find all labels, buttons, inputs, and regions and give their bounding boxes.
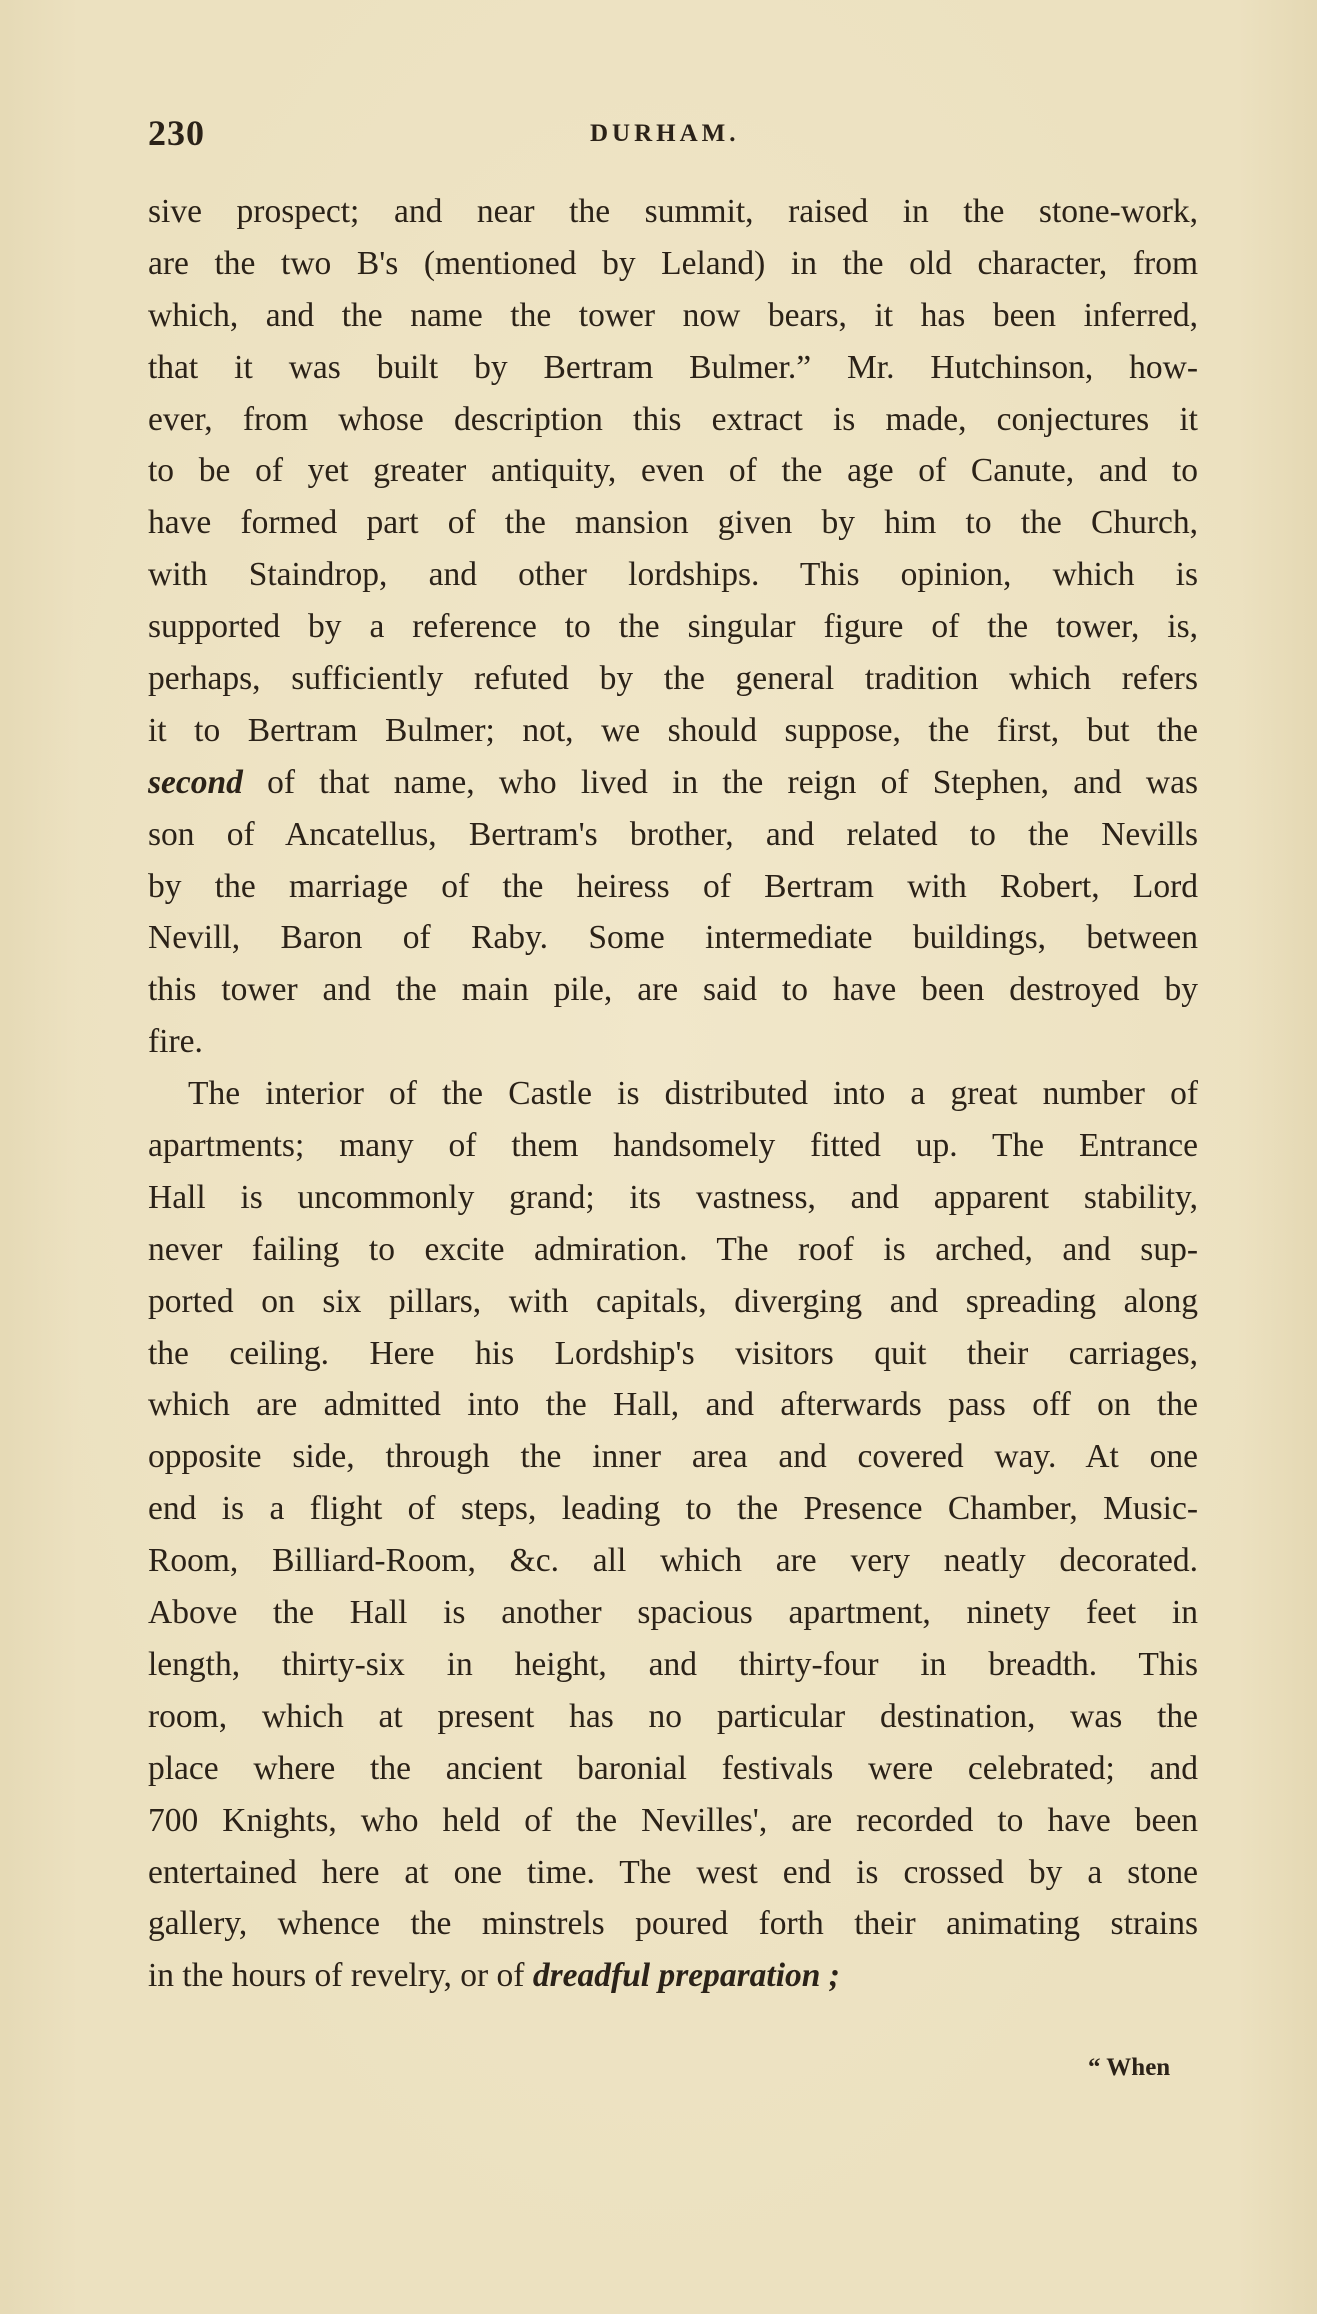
text-line: to be of yet greater antiquity, even of the age of Canute, and to: [148, 452, 1198, 490]
text-fragment: in the hours of revelry, or of: [148, 1957, 533, 1995]
text-line: opposite side, through the inner area and covered way. At one: [148, 1438, 1198, 1476]
text-line: supported by a reference to the singular figure of the tower, is,: [148, 608, 1198, 646]
text-line: ever, from whose description this extract is made, conjectures it: [148, 400, 1198, 438]
running-head: DURHAM.: [590, 120, 740, 147]
text-fragment: of that name, who lived in the reign of Stephen, and was: [242, 763, 1198, 801]
text-line: Above the Hall is another spacious apartment, ninety feet in: [148, 1594, 1198, 1632]
italic-word: second: [148, 763, 243, 801]
text-line: this tower and the main pile, are said to have been destroyed by: [148, 971, 1198, 1009]
text-line: which are admitted into the Hall, and afterwards pass off on the: [148, 1386, 1198, 1424]
text-line: by the marriage of the heiress of Bertram with Robert, Lord: [148, 867, 1198, 905]
italic-phrase: dreadful preparation ;: [532, 1957, 840, 1995]
text-line: fire.: [148, 1023, 203, 1061]
text-line: apartments; many of them handsomely fitted up. The Entrance: [148, 1127, 1198, 1165]
text-line: entertained here at one time. The west end is crossed by a stone: [148, 1853, 1198, 1891]
text-line: length, thirty-six in height, and thirty-four in breadth. This: [148, 1645, 1198, 1683]
text-line: room, which at present has no particular destination, was the: [148, 1697, 1198, 1735]
text-line: end is a flight of steps, leading to the Presence Chamber, Music-: [148, 1490, 1198, 1528]
catchword: “ When: [1088, 2054, 1171, 2081]
text-line: that it was built by Bertram Bulmer.” Mr. Hutchinson, how-: [148, 348, 1198, 386]
text-line: are the two B's (mentioned by Leland) in the old character, from: [148, 244, 1198, 282]
text-line: sive prospect; and near the summit, raised in the stone-work,: [148, 193, 1198, 230]
text-line: The interior of the Castle is distributed into a great number of: [188, 1075, 1198, 1113]
text-line-mixed: [148, 1950, 1198, 2002]
text-line: it to Bertram Bulmer; not, we should suppose, the first, but the: [148, 711, 1198, 749]
body-text: [148, 186, 1198, 2002]
text-line: gallery, whence the minstrels poured forth their animating strains: [148, 1905, 1198, 1943]
text-line: son of Ancatellus, Bertram's brother, and related to the Nevills: [148, 815, 1198, 853]
text-line: Hall is uncommonly grand; its vastness, and apparent stability,: [148, 1178, 1198, 1216]
text-line: the ceiling. Here his Lordship's visitors quit their carriages,: [148, 1334, 1198, 1372]
text-line: with Staindrop, and other lordships. This opinion, which is: [148, 556, 1198, 594]
text-line-mixed: [148, 757, 1198, 809]
text-line: place where the ancient baronial festivals were celebrated; and: [148, 1749, 1198, 1787]
text-line: 700 Knights, who held of the Nevilles', are recorded to have been: [148, 1801, 1198, 1839]
text-line: ported on six pillars, with capitals, diverging and spreading along: [148, 1282, 1198, 1320]
text-line: Room, Billiard-Room, &c. all which are very neatly decorated.: [148, 1542, 1198, 1580]
text-line: never failing to excite admiration. The roof is arched, and sup-: [148, 1230, 1198, 1268]
page-number: 230: [148, 113, 205, 153]
text-line: which, and the name the tower now bears, it has been inferred,: [148, 296, 1198, 334]
text-line: have formed part of the mansion given by him to the Church,: [148, 504, 1198, 542]
text-line: Nevill, Baron of Raby. Some intermediate buildings, between: [148, 919, 1198, 957]
text-line: perhaps, sufficiently refuted by the general tradition which refers: [148, 660, 1198, 698]
page-header: [148, 112, 1208, 162]
